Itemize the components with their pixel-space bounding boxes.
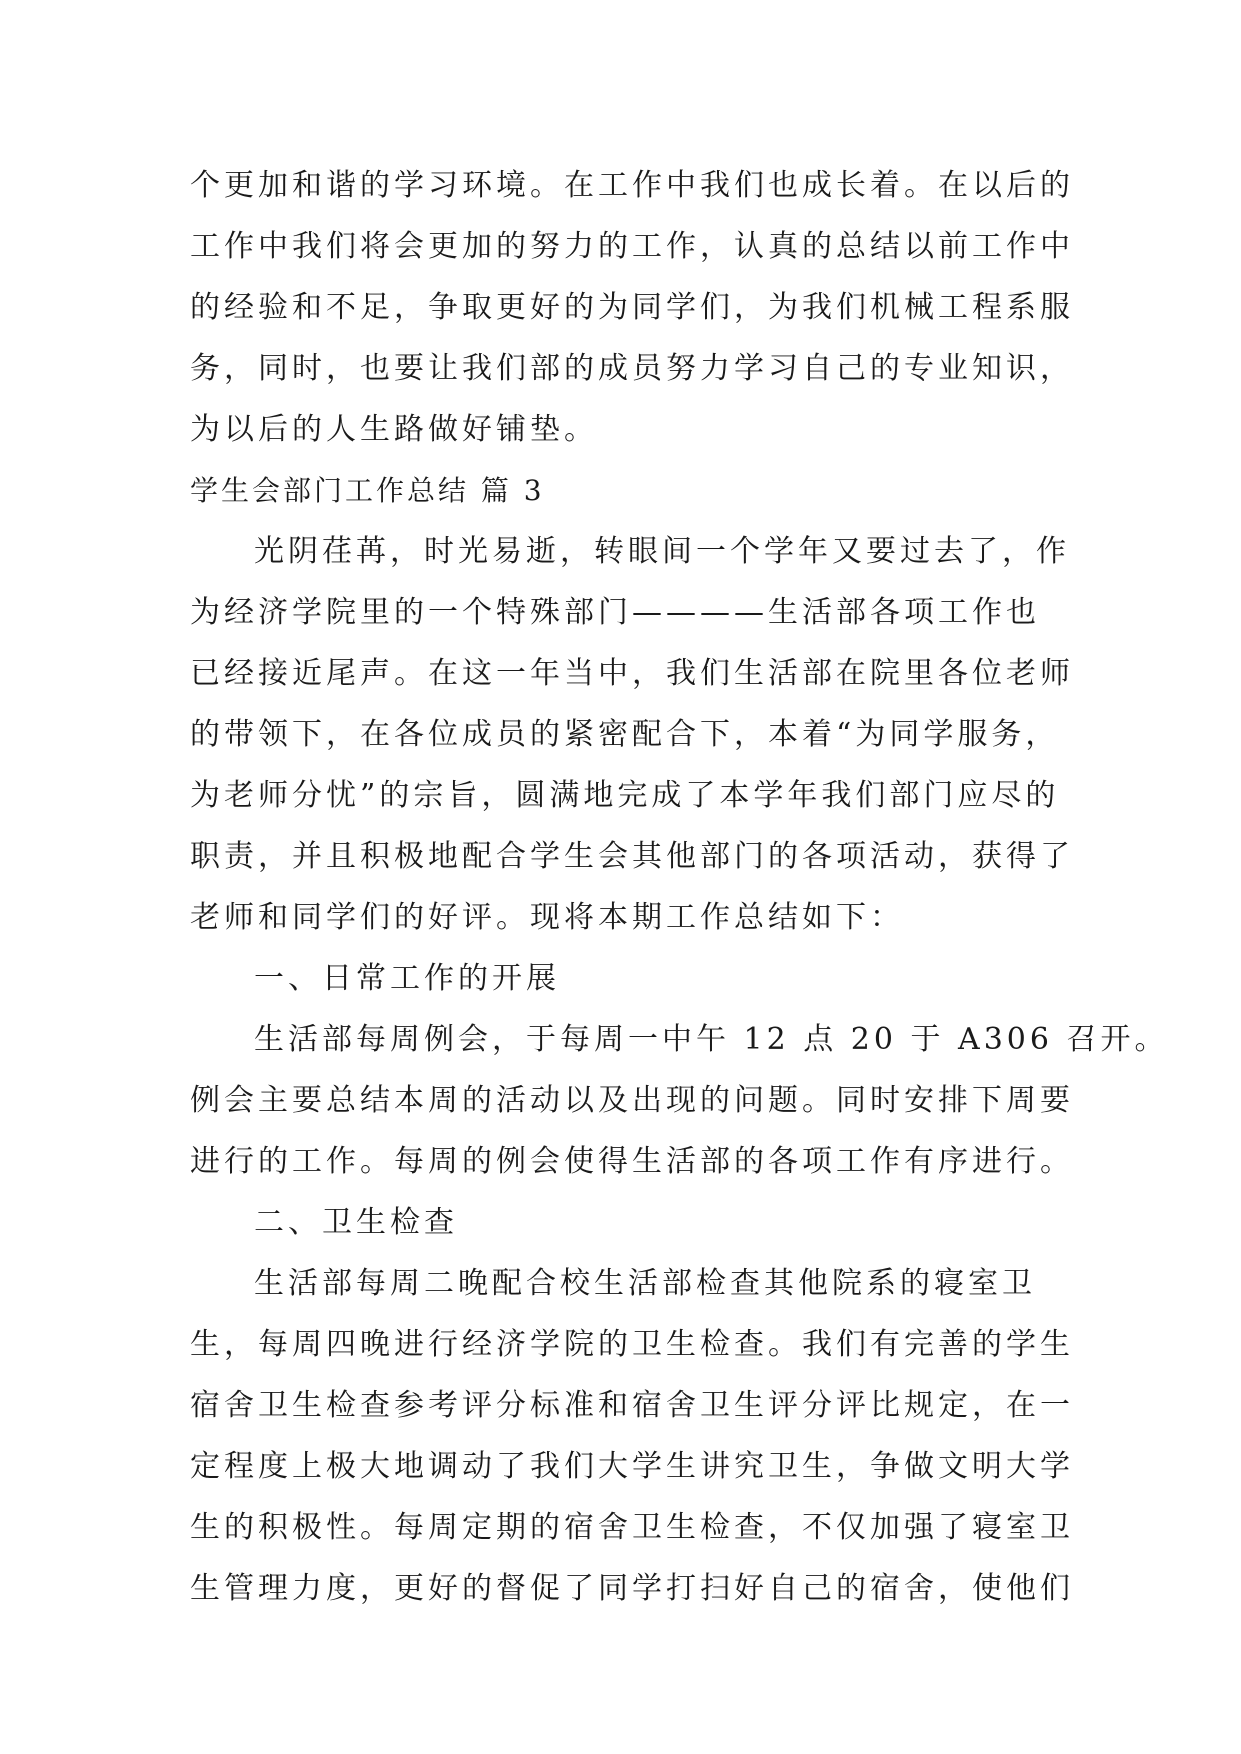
document-body <box>190 155 1169 1619</box>
text-line: 个更加和谐的学习环境。在工作中我们也成长着。在以后的 <box>190 168 1074 203</box>
text-line: 例会主要总结本周的活动以及出现的问题。同时安排下周要 <box>190 1083 1074 1118</box>
subsection-heading: 二、卫生检查 <box>254 1205 458 1240</box>
paragraph-start: 生活部每周例会，于每周一中午 12 点 20 于 A306 召开。 <box>254 1022 1169 1057</box>
text-line: 的带领下，在各位成员的紧密配合下，本着“为同学服务， <box>190 717 1060 752</box>
text-line: 为以后的人生路做好铺垫。 <box>190 412 598 447</box>
paragraph-start: 光阴荏苒，时光易逝，转眼间一个学年又要过去了，作 <box>254 534 1070 569</box>
text-line: 生的积极性。每周定期的宿舍卫生检查，不仅加强了寝室卫 <box>190 1510 1074 1545</box>
text-line: 职责，并且积极地配合学生会其他部门的各项活动，获得了 <box>190 839 1074 874</box>
text-line: 老师和同学们的好评。现将本期工作总结如下： <box>190 900 904 935</box>
text-line: 定程度上极大地调动了我们大学生讲究卫生，争做文明大学 <box>190 1449 1074 1484</box>
section-heading: 学生会部门工作总结 篇 3 <box>190 474 545 507</box>
paragraph-start: 生活部每周二晚配合校生活部检查其他院系的寝室卫 <box>254 1266 1036 1301</box>
text-line: 工作中我们将会更加的努力的工作，认真的总结以前工作中 <box>190 229 1074 264</box>
text-line: 务，同时，也要让我们部的成员努力学习自己的专业知识， <box>190 351 1074 386</box>
text-line: 生，每周四晚进行经济学院的卫生检查。我们有完善的学生 <box>190 1327 1074 1362</box>
text-line: 已经接近尾声。在这一年当中，我们生活部在院里各位老师 <box>190 656 1074 691</box>
text-line: 的经验和不足，争取更好的为同学们，为我们机械工程系服 <box>190 290 1074 325</box>
text-line: 为经济学院里的一个特殊部门————生活部各项工作也 <box>190 595 1040 630</box>
text-line: 宿舍卫生检查参考评分标准和宿舍卫生评分评比规定，在一 <box>190 1388 1074 1423</box>
text-line: 生管理力度，更好的督促了同学打扫好自己的宿舍，使他们 <box>190 1571 1074 1606</box>
text-line: 为老师分忧”的宗旨，圆满地完成了本学年我们部门应尽的 <box>190 778 1060 813</box>
text-line: 进行的工作。每周的例会使得生活部的各项工作有序进行。 <box>190 1144 1074 1179</box>
subsection-heading: 一、日常工作的开展 <box>254 961 560 996</box>
